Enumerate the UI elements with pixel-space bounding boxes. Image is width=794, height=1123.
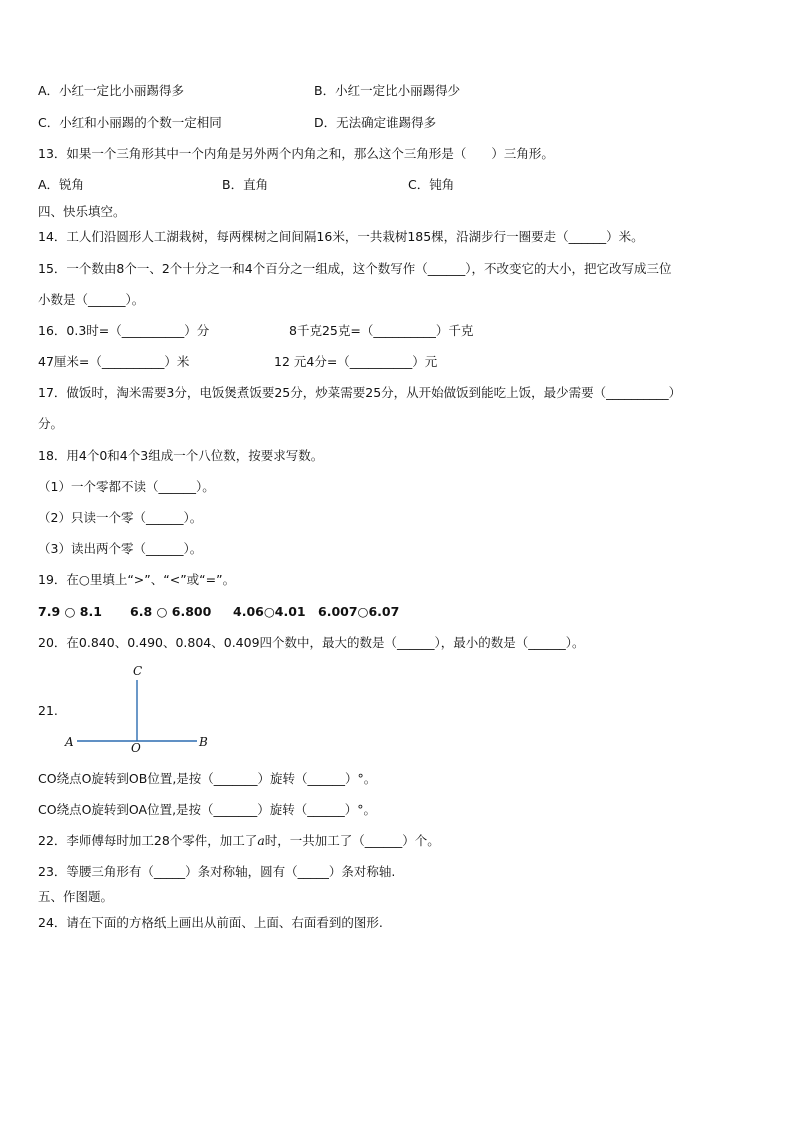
question-21-line-2: CO绕点O旋转到OA位置,是按（_______）旋转（______）°。: [38, 802, 377, 817]
question-18-sub-1: （1）一个零都不读（______）。: [38, 479, 215, 494]
question-22: [38, 833, 440, 849]
question-22-variable: a: [257, 833, 265, 848]
question-18-sub-3: （3）读出两个零（______）。: [38, 541, 203, 556]
question-20: 20．在0.840、0.490、0.804、0.409四个数中，最大的数是（______），最小的数是（______）。: [38, 635, 585, 650]
question-17-line-2: 分。: [38, 416, 64, 431]
question-22-after: 时，一共加工了（______）个。: [264, 833, 440, 848]
question-21-number: 21.: [38, 703, 58, 718]
question-19-d: 6.007○6.07: [318, 604, 400, 619]
question-24: 24．请在下面的方格纸上画出从前面、上面、右面看到的图形.: [38, 915, 383, 930]
question-16-a: 16．0.3时=（__________）分: [38, 323, 210, 338]
question-16-b: 8千克25克=（__________）千克: [289, 323, 474, 338]
question-19-a: 7.9 ○ 8.1: [38, 604, 102, 619]
label-a: A: [65, 735, 74, 749]
section-5-title: 五、作图题。: [38, 889, 114, 904]
question-23: 23．等腰三角形有（_____）条对称轴，圆有（_____）条对称轴.: [38, 864, 396, 879]
q13-option-a: A．锐角: [38, 177, 85, 192]
question-21-line-1: CO绕点O旋转到OB位置,是按（_______）旋转（______）°。: [38, 771, 377, 786]
angle-figure: [60, 660, 230, 760]
label-c: C: [133, 664, 143, 678]
q13-option-c: C．钝角: [408, 177, 455, 192]
question-19-b: 6.8 ○ 6.800: [130, 604, 212, 619]
question-14: 14．工人们沿圆形人工湖栽树，每两棵树之间间隔16米，一共栽树185棵，沿湖步行一圈要走（______）米。: [38, 229, 644, 244]
question-13: 13．如果一个三角形其中一个内角是另外两个内角之和，那么这个三角形是（ ）三角形。: [38, 146, 554, 161]
section-4-title: 四、快乐填空。: [38, 204, 126, 219]
question-18-sub-2: （2）只读一个零（______）。: [38, 510, 203, 525]
q12-option-b: B．小红一定比小丽踢得少: [314, 83, 461, 98]
question-15-line-1: 15．一个数由8个一、2个十分之一和4个百分之一组成，这个数写作（______），不改变它的大小，把它改写成三位: [38, 261, 672, 276]
q13-option-b: B．直角: [222, 177, 269, 192]
question-19-c: 4.06○4.01: [233, 604, 306, 619]
question-19: 19．在○里填上“>”、“<”或“=”。: [38, 572, 236, 587]
question-22-before: 22．李师傅每时加工28个零件，加工了: [38, 833, 258, 848]
question-17-line-1: 17．做饭时，淘米需要3分，电饭煲煮饭要25分，炒菜需要25分，从开始做饭到能吃上饭，最少需要（__________）: [38, 385, 682, 400]
question-18: 18．用4个0和4个3组成一个八位数，按要求写数。: [38, 448, 324, 463]
question-16-d: 12 元4分=（__________）元: [274, 354, 438, 369]
question-16-c: 47厘米=（__________）米: [38, 354, 190, 369]
question-15-line-2: 小数是（______）。: [38, 292, 145, 307]
label-o: O: [131, 741, 141, 755]
q12-option-d: D．无法确定谁踢得多: [314, 115, 437, 130]
label-b: B: [199, 735, 208, 749]
q12-option-c: C．小红和小丽踢的个数一定相同: [38, 115, 222, 130]
q12-option-a: A．小红一定比小丽踢得多: [38, 83, 185, 98]
